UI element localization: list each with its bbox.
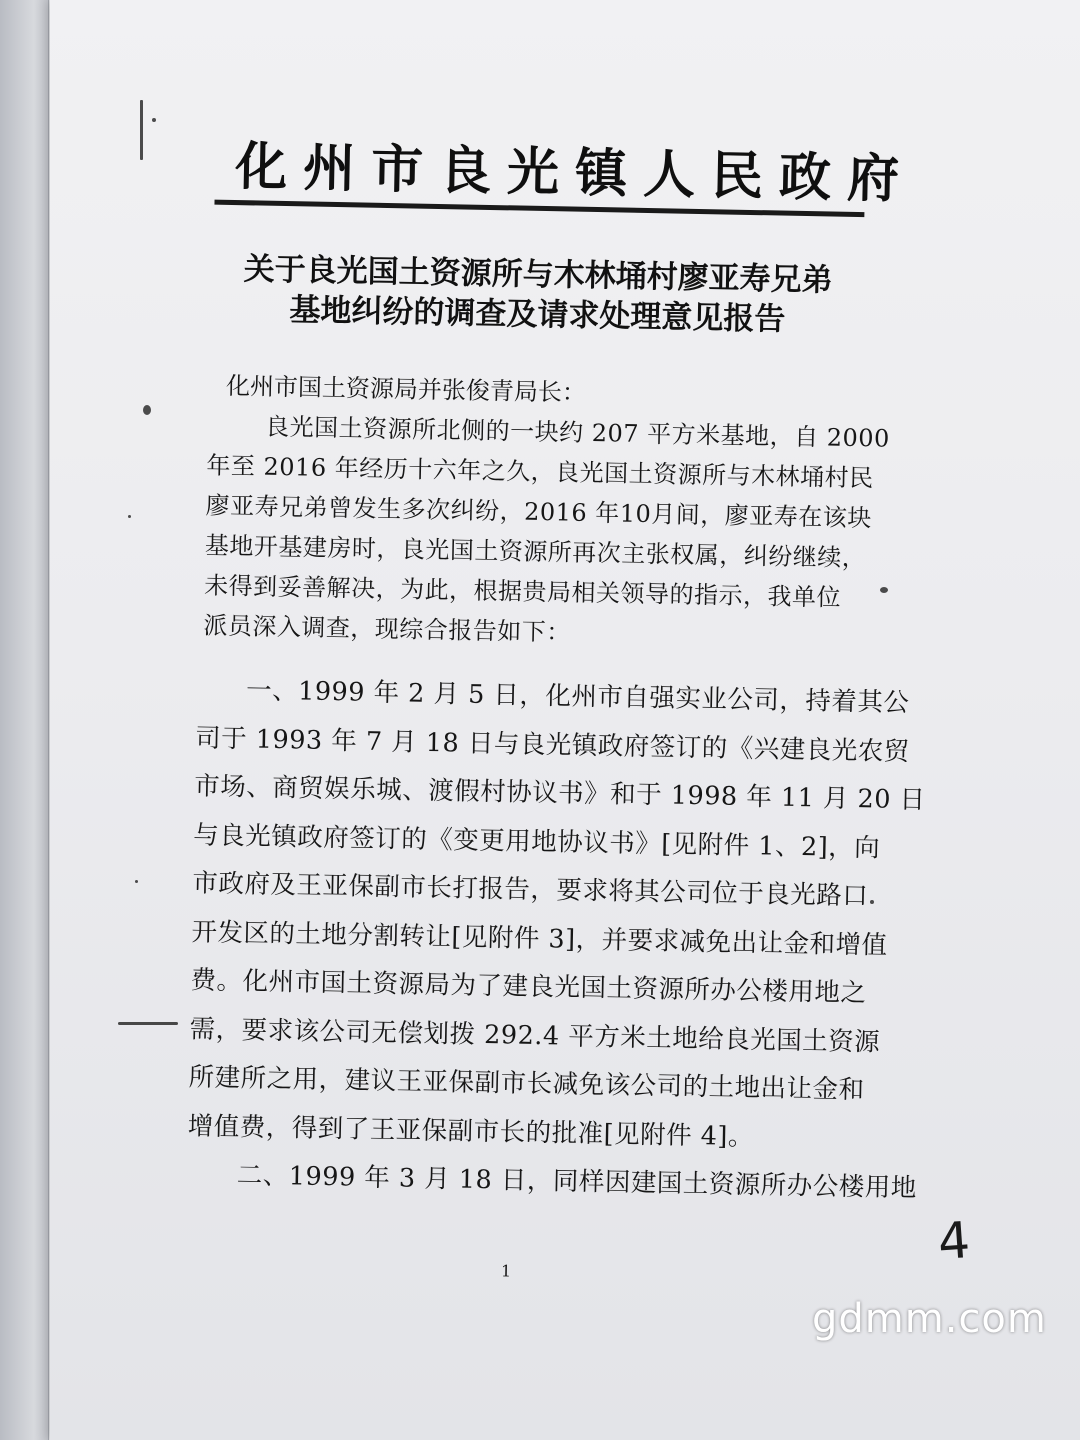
agency-header: 化州市良光镇人民政府 [234,136,916,211]
text-line: 二、1999 年 3 月 18 日，同样因建国土资源所办公楼用地 [236,1160,918,1204]
title-line: 基地纠纷的调查及请求处理意见报告 [289,292,786,338]
text-line: 市政府及王亚保副市长打报告，要求将其公司位于良光路口 [192,868,869,912]
page-number: 1 [500,1261,512,1281]
handwritten-page-number: 4 [936,1210,972,1272]
title-line: 关于良光国土资源所与木林埇村廖亚寿兄弟 [243,251,833,299]
copy-artifact [880,587,888,593]
text-line: 廖亚寿兄弟曾发生多次纠纷，2016 年10月间，廖亚寿在该块 [205,491,873,533]
text-line: 基地开基建房时，良光国土资源所再次主张权属，纠纷继续， [204,531,867,573]
text-line: 司于 1993 年 7 月 18 日与良光镇政府签订的《兴建良光农贸 [194,722,911,767]
text-line: 费。化州市国土资源局为了建良光国土资源所办公楼用地之 [190,965,867,1009]
intro-paragraph [203,406,891,659]
copy-artifact [118,1022,178,1025]
text-line: 市场、商贸娱乐城、渡假村协议书》和于 1998 年 11 月 20 日 [193,771,926,816]
copy-artifact [870,900,874,904]
text-line: 良光国土资源所北侧的一块约 207 平方米基地，自 2000 [264,412,891,453]
text-line: 未得到妥善解决，为此，根据贵局相关领导的指示，我单位 [203,571,842,612]
text-line: 与良光镇政府签订的《变更用地协议书》[见附件 1、2]，向 [193,819,881,864]
copy-artifact [143,405,151,415]
text-line: 一、1999 年 2 月 5 日，化州市自强实业公司，持着其公 [245,675,910,719]
text-line: 增值费，得到了王亚保副市长的批准[见附件 4]。 [187,1110,755,1152]
text-line: 派员深入调查，现综合报告如下： [203,611,572,647]
copy-artifact [140,100,143,160]
text-line: 年至 2016 年经历十六年之久，良光国土资源所与木林埇村民 [206,451,874,493]
text-line: 开发区的土地分割转让[见附件 3]，并要求减免出让金和增值 [191,916,888,961]
addressee: 化州市国土资源局并张俊青局长： [225,371,587,407]
watermark: gdmm.com [812,1296,1047,1342]
copy-artifact [135,880,138,883]
report-title [207,249,868,342]
section-paragraphs [186,665,926,1211]
text-line: 所建所之用，建议王亚保副市长减免该公司的土地出让金和 [188,1062,865,1106]
text-line: 需，要求该公司无偿划拨 292.4 平方米土地给良光国土资源 [189,1013,881,1058]
copy-artifact [128,515,131,518]
copy-artifact [152,118,156,122]
